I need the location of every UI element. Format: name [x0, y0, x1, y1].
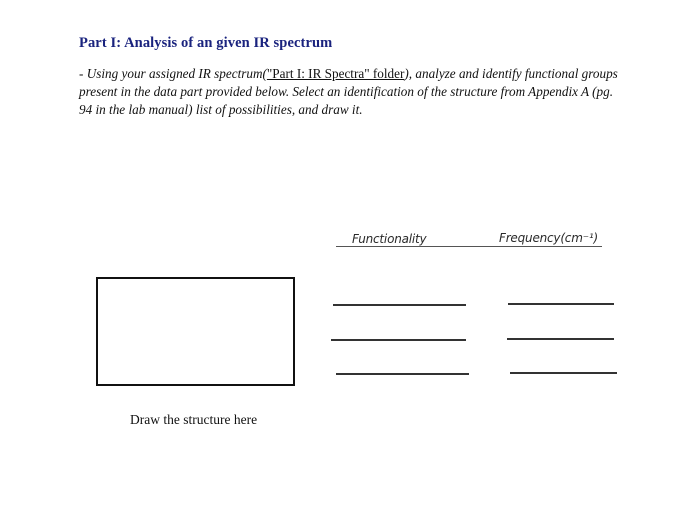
- frequency-header: Frequency(cm⁻¹): [499, 231, 598, 245]
- frequency-blank-3[interactable]: [510, 372, 617, 374]
- instructions-paragraph: [79, 65, 619, 119]
- draw-structure-caption: Draw the structure here: [130, 412, 258, 427]
- functionality-blank-1[interactable]: [333, 304, 466, 306]
- functionality-header: Functionality: [352, 232, 427, 246]
- frequency-blank-2[interactable]: [507, 338, 614, 340]
- section-heading: Part I: Analysis of an given IR spectrum: [79, 35, 333, 51]
- structure-drawing-box[interactable]: [96, 277, 295, 386]
- table-header-rule: [336, 246, 602, 247]
- ir-spectra-folder-link[interactable]: "Part I: IR Spectra" folder: [266, 66, 405, 81]
- instructions-text-start: - Using your assigned IR spectrum(: [79, 66, 267, 81]
- functionality-blank-2[interactable]: [331, 339, 466, 341]
- instructions-text-end: ), analyze and identify functional groups present in the data part provided below. Select an identification of the structure from Appendix A (pg. 94 in the lab manual) list of possibilities, and draw it.: [79, 66, 618, 117]
- functionality-blank-3[interactable]: [336, 373, 469, 375]
- frequency-blank-1[interactable]: [508, 303, 614, 305]
